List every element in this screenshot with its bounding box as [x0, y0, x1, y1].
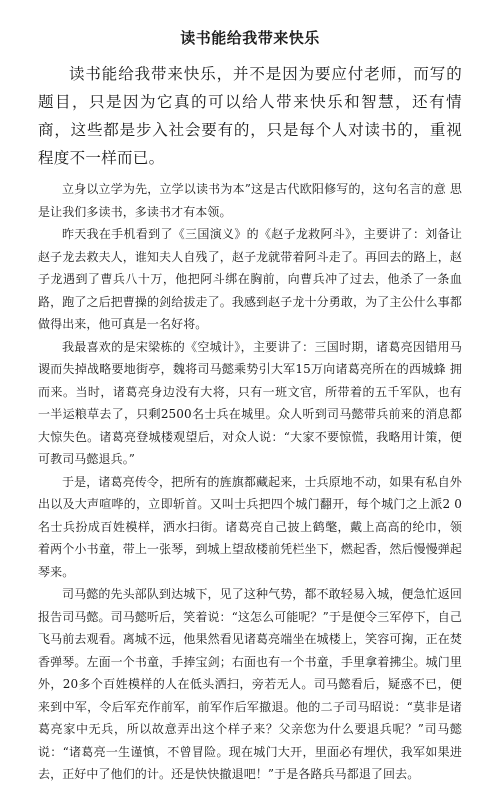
paragraph-2: 昨天我在手机看到了《三国演义》的《赵子龙救阿斗》，主要讲了：刘备让赵子龙去救夫人，谁知夫人自残了，赵子龙就带着阿斗走了。再回去的路上，赵子龙遇到了曹兵八十万，他把阿斗绑在胸前，向曹兵冲了过去，他杀了一条血路，跑了之后把曹操的剑给拔走了。我感到赵子龙十分勇敢，为了主公什么事都做得出来，他可真是一名好将。 [38, 227, 462, 331]
intro-paragraph: 读书能给我带来快乐，并不是因为要应付老师，而写的题目，只是因为它真的可以给人带来快乐和智慧，还有情商，这些都是步入社会要有的，只是每个人对读书的，重视程度不一样而已。 [38, 65, 462, 167]
paragraph-4: 于是，诸葛亮传令，把所有的旌旗都藏起来，士兵原地不动，如果有私自外出以及大声喧哗的，立即斩首。又叫士兵把四个城门翻开，每个城门之上派2 0名士兵扮成百姓模样，洒水扫街。诸葛亮自己披上鹤氅，戴上高高的纶巾，领 着两个小书童，带上一张琴，到城上望敌楼前凭栏坐下，燃起香，然后慢慢弹起 琴来。 [38, 474, 462, 579]
document-title: 读书能给我带来快乐 [180, 29, 320, 47]
paragraph-5: 司马懿的先头部队到达城下，见了这种气势，都不敢轻易入城，便急忙返回报告司马懿。司马懿听后，笑着说：“这怎么可能呢？”于是便令三军停下，自己飞马前去观看。离城不远，他果然看见诸葛亮端坐在城楼上，笑容可掬，正在焚香弹琴。左面一个书童，手捧宝剑；右面也有一个书童，手里拿着拂尘。城门里外，20多个百姓模样的人在低头洒扫，旁若无人。司马懿看后，疑惑不已，便来到中军，令后军充作前军，前军作后军撤退。他的二子司马昭说：“莫非是诸葛亮家中无兵，所以故意弄出这个样子来？父亲您为什么要退兵呢？”司马懿说：“诸葛亮一生谨慎，不曾冒险。现在城门大开，里面必有埋伏，我军如果进去，正好中了他们的计。还是快快撤退吧！”于是各路兵马都退了回去。 [38, 587, 462, 781]
paragraph-3: 我最喜欢的是宋梁栋的《空城计》，主要讲了：三国时期，诸葛亮因错用马谡而失掉战略要地街亭，魏将司马懿乘势引大军15万向诸葛亮所在的西城蜂 拥而来。当时，诸葛亮身边没有大将，只有一班文官，所带着的五千军队，也有 一半运粮草去了，只剩2500名士兵在城里。众人听到司马懿带兵前来的消息都 大惊失色。诸葛亮登城楼观望后，对众人说：“大家不要惊慌，我略用计策，便 可教司马懿退兵。” [38, 339, 462, 466]
paragraph-1: 立身以立学为先，立学以读书为本”这是古代欧阳修写的，这句名言的意 思是让我们多读书，多读书才有本领。 [38, 182, 462, 219]
